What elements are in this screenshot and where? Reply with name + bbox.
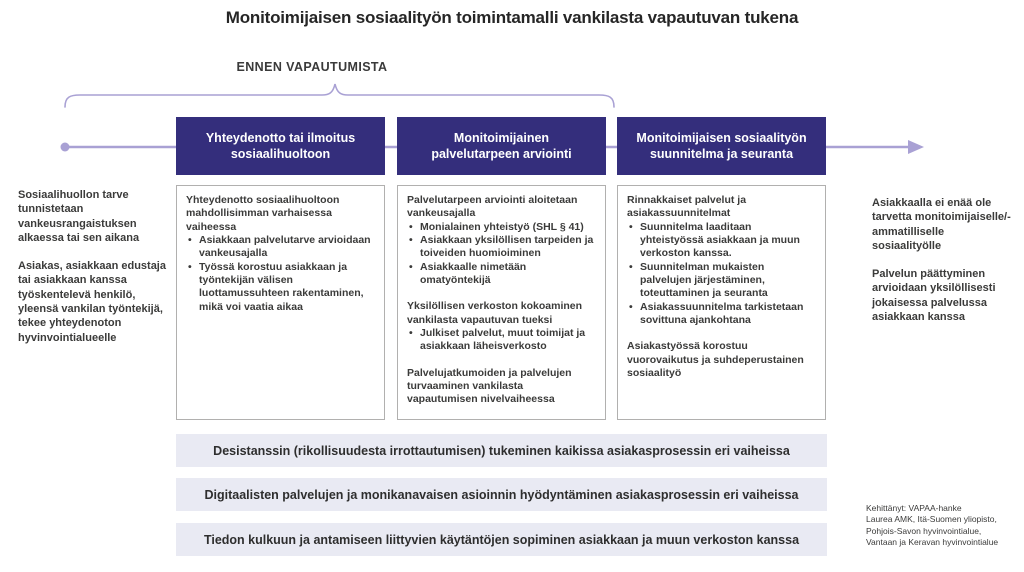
bullet-item: • Suunnitelma laaditaan yhteistyössä asiakkaan ja muun verkoston kanssa.	[627, 221, 816, 261]
block-lead: Yksilöllisen verkoston kokoaminen vankilasta vapautuvan tueksi	[407, 300, 583, 326]
block-lead: Yhteydenotto sosiaalihuoltoon mahdollisimman varhaisessa vaiheessa	[186, 194, 340, 233]
text-block	[627, 340, 816, 380]
text-block	[407, 367, 596, 407]
stage-header-plan: Monitoimijaisen sosiaalityön suunnitelma ja seuranta	[617, 117, 826, 175]
left-notes	[18, 188, 173, 359]
phase-label: ENNEN VAPAUTUMISTA	[236, 60, 388, 74]
right-notes	[872, 196, 1012, 338]
stage-box-plan	[617, 185, 826, 420]
cross-cutting-bar-desistance: Desistanssin (rikollisuudesta irrottautumisen) tukeminen kaikissa asiakasprosessin eri vaiheissa	[176, 434, 827, 467]
bullet-item: • Työssä korostuu asiakkaan ja työntekijän välisen luottamussuhteen rakentaminen, mikä voi vaatia aikaa	[186, 261, 375, 314]
credits-line-3: Pohjois-Savon hyvinvointialue,	[866, 525, 982, 536]
text-block	[627, 194, 816, 327]
left-note-2: Asiakas, asiakkaan edustaja tai asiakkaan kanssa työskentelevä henkilö, yleensä vankilan työntekijä, tekee yhteydenoton hyvinvointialueelle	[18, 260, 166, 344]
block-lead: Rinnakkaiset palvelut ja asiakassuunnitelmat	[627, 194, 747, 220]
stage-box-contact	[176, 185, 385, 420]
cross-cutting-bar-digital: Digitaalisten palvelujen ja monikanavaisen asioinnin hyödyntäminen asiakasprosessin eri vaiheissa	[176, 478, 827, 511]
text-block	[186, 194, 375, 314]
text-block	[407, 194, 596, 287]
credits	[866, 503, 1018, 549]
block-lead: Palvelutarpeen arviointi aloitetaan vankeusajalla	[407, 194, 578, 220]
bullet-item: • Asiakkaan yksilöllisen tarpeiden ja toiveiden huomioiminen	[407, 234, 596, 261]
page-title: Monitoimijaisen sosiaalityön toimintamalli vankilasta vapautuvan tukena	[225, 8, 799, 27]
block-lead: Asiakastyössä korostuu vuorovaikutus ja suhdeperustainen sosiaalityö	[627, 340, 804, 379]
bullet-item: • Monialainen yhteistyö (SHL § 41)	[407, 221, 596, 234]
credits-line-4: Vantaan ja Keravan hyvinvointialue	[866, 537, 999, 548]
bullet-item: • Asiakkaan palvelutarve arvioidaan vankeusajalla	[186, 234, 375, 261]
stage-header-assessment: Monitoimijainen palvelutarpeen arviointi	[397, 117, 606, 175]
stage-box-assessment	[397, 185, 606, 420]
bullet-item: • Asiakkaalle nimetään omatyöntekijä	[407, 261, 596, 288]
block-lead: Palvelujatkumoiden ja palvelujen turvaaminen vankilasta vapautumisen nivelvaiheessa	[407, 366, 572, 406]
phase-brace-icon	[60, 80, 620, 110]
credits-line-2: Laurea AMK, Itä-Suomen yliopisto,	[866, 514, 997, 525]
text-block	[407, 300, 596, 353]
credits-line-1: Kehittänyt: VAPAA-hanke	[866, 503, 962, 513]
left-note-1: Sosiaalihuollon tarve tunnistetaan vankeusrangaistuksen alkaessa tai sen aikana	[18, 189, 140, 244]
right-note-1: Asiakkaalla ei enää ole tarvetta monitoimijaiselle/-ammatilliselle sosiaalityölle	[872, 197, 1011, 252]
right-note-2: Palvelun päättyminen arvioidaan yksilöllisesti jokaisessa palvelussa asiakkaan kanssa	[872, 268, 996, 324]
cross-cutting-bar-information: Tiedon kulkuun ja antamiseen liittyvien käytäntöjen sopiminen asiakkaan ja muun verkoston kanssa	[176, 523, 827, 556]
stage-header-contact: Yhteydenotto tai ilmoitus sosiaalihuoltoon	[176, 117, 385, 175]
bullet-item: • Asiakassuunnitelma tarkistetaan sovittuna ajankohtana	[627, 301, 816, 328]
bullet-item: • Julkiset palvelut, muut toimijat ja asiakkaan läheisverkosto	[407, 327, 596, 354]
bullet-item: • Suunnitelman mukaisten palvelujen järjestäminen, toteuttaminen ja seuranta	[627, 261, 816, 301]
